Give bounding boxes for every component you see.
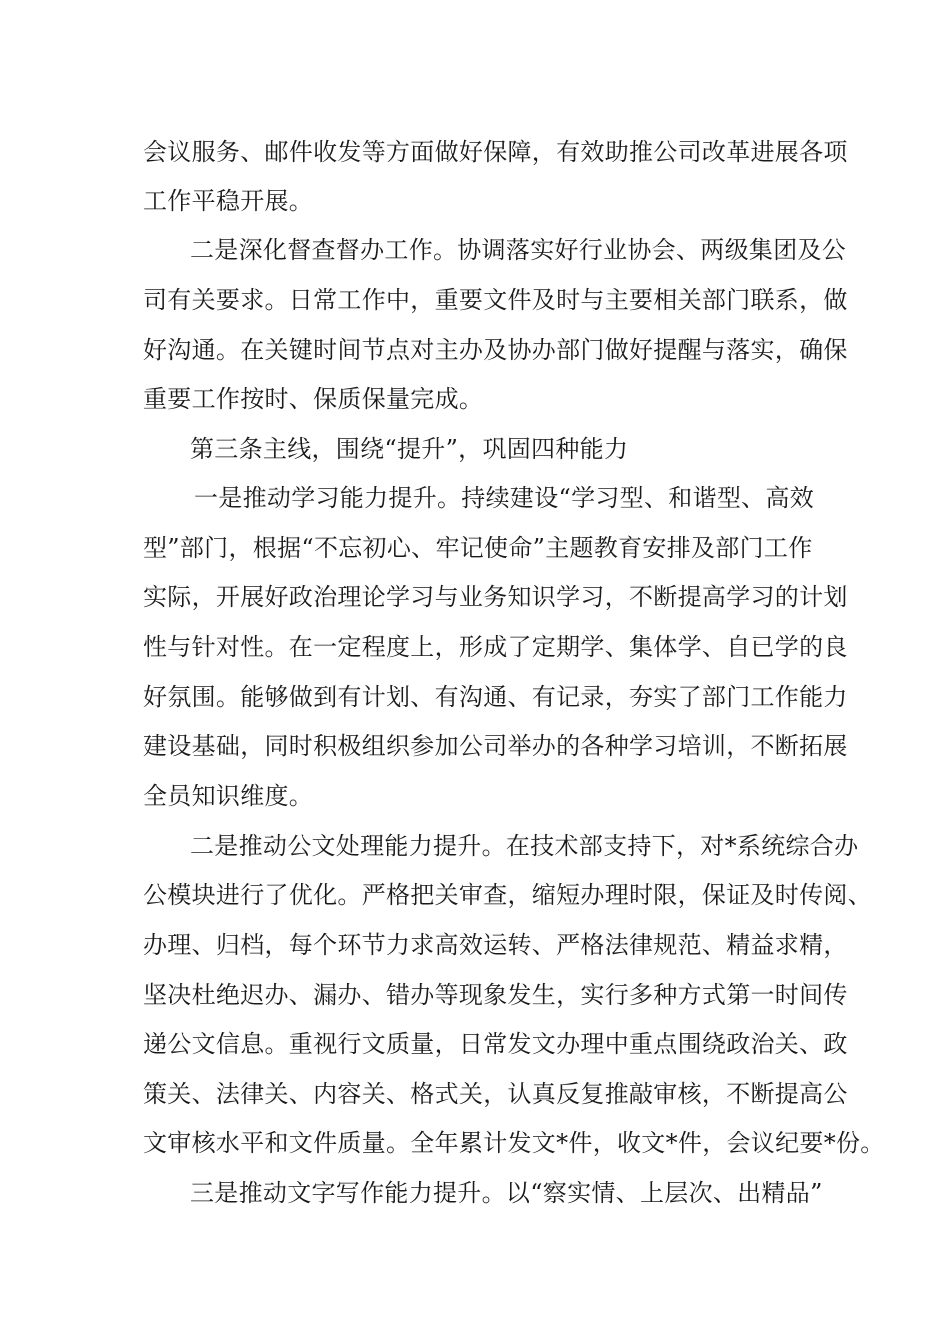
text-line: 型”部门，根据“不忘初心、牢记使命”主题教育安排及部门工作: [143, 534, 813, 562]
paragraph-start: 一是推动学习能力提升。持续建设“学习型、和谐型、高效: [194, 484, 815, 512]
text-line: 文审核水平和文件质量。全年累计发文*件，收文*件，会议纪要*份。: [143, 1129, 885, 1157]
text-line: 好氛围。能够做到有计划、有沟通、有记录，夯实了部门工作能力: [143, 683, 848, 711]
text-line: 会议服务、邮件收发等方面做好保障，有效助推公司改革进展各项: [143, 138, 848, 166]
paragraph-start: 二是推动公文处理能力提升。在技术部支持下，对*系统综合办: [190, 832, 859, 860]
text-line: 实际，开展好政治理论学习与业务知识学习，不断提高学习的计划: [143, 583, 848, 611]
text-line: 重要工作按时、保质保量完成。: [143, 385, 484, 413]
text-line: 司有关要求。日常工作中，重要文件及时与主要相关部门联系，做: [143, 286, 848, 314]
text-line: 建设基础，同时积极组织参加公司举办的各种学习培训，不断拓展: [143, 732, 848, 760]
text-line: 好沟通。在关键时间节点对主办及协办部门做好提醒与落实，确保: [143, 336, 848, 364]
text-line: 公模块进行了优化。严格把关审查，缩短办理时限，保证及时传阅、: [143, 881, 872, 909]
text-line: 全员知识维度。: [143, 782, 314, 810]
text-line: 办理、归档，每个环节力求高效运转、严格法律规范、精益求精，: [143, 931, 848, 959]
section-heading: 第三条主线，围绕“提升”，巩固四种能力: [190, 435, 629, 463]
text-line: 性与针对性。在一定程度上，形成了定期学、集体学、自已学的良: [143, 633, 848, 661]
text-line: 策关、法律关、内容关、格式关，认真反复推敲审核，不断提高公: [143, 1080, 848, 1108]
text-line: 工作平稳开展。: [143, 187, 314, 215]
text-line: 递公文信息。重视行文质量，日常发文办理中重点围绕政治关、政: [143, 1030, 848, 1058]
paragraph-start: 三是推动文字写作能力提升。以“察实情、上层次、出精品”: [190, 1179, 823, 1207]
text-line: 坚决杜绝迟办、漏办、错办等现象发生，实行多种方式第一时间传: [143, 981, 848, 1009]
paragraph-start: 二是深化督查督办工作。协调落实好行业协会、两级集团及公: [190, 236, 847, 264]
